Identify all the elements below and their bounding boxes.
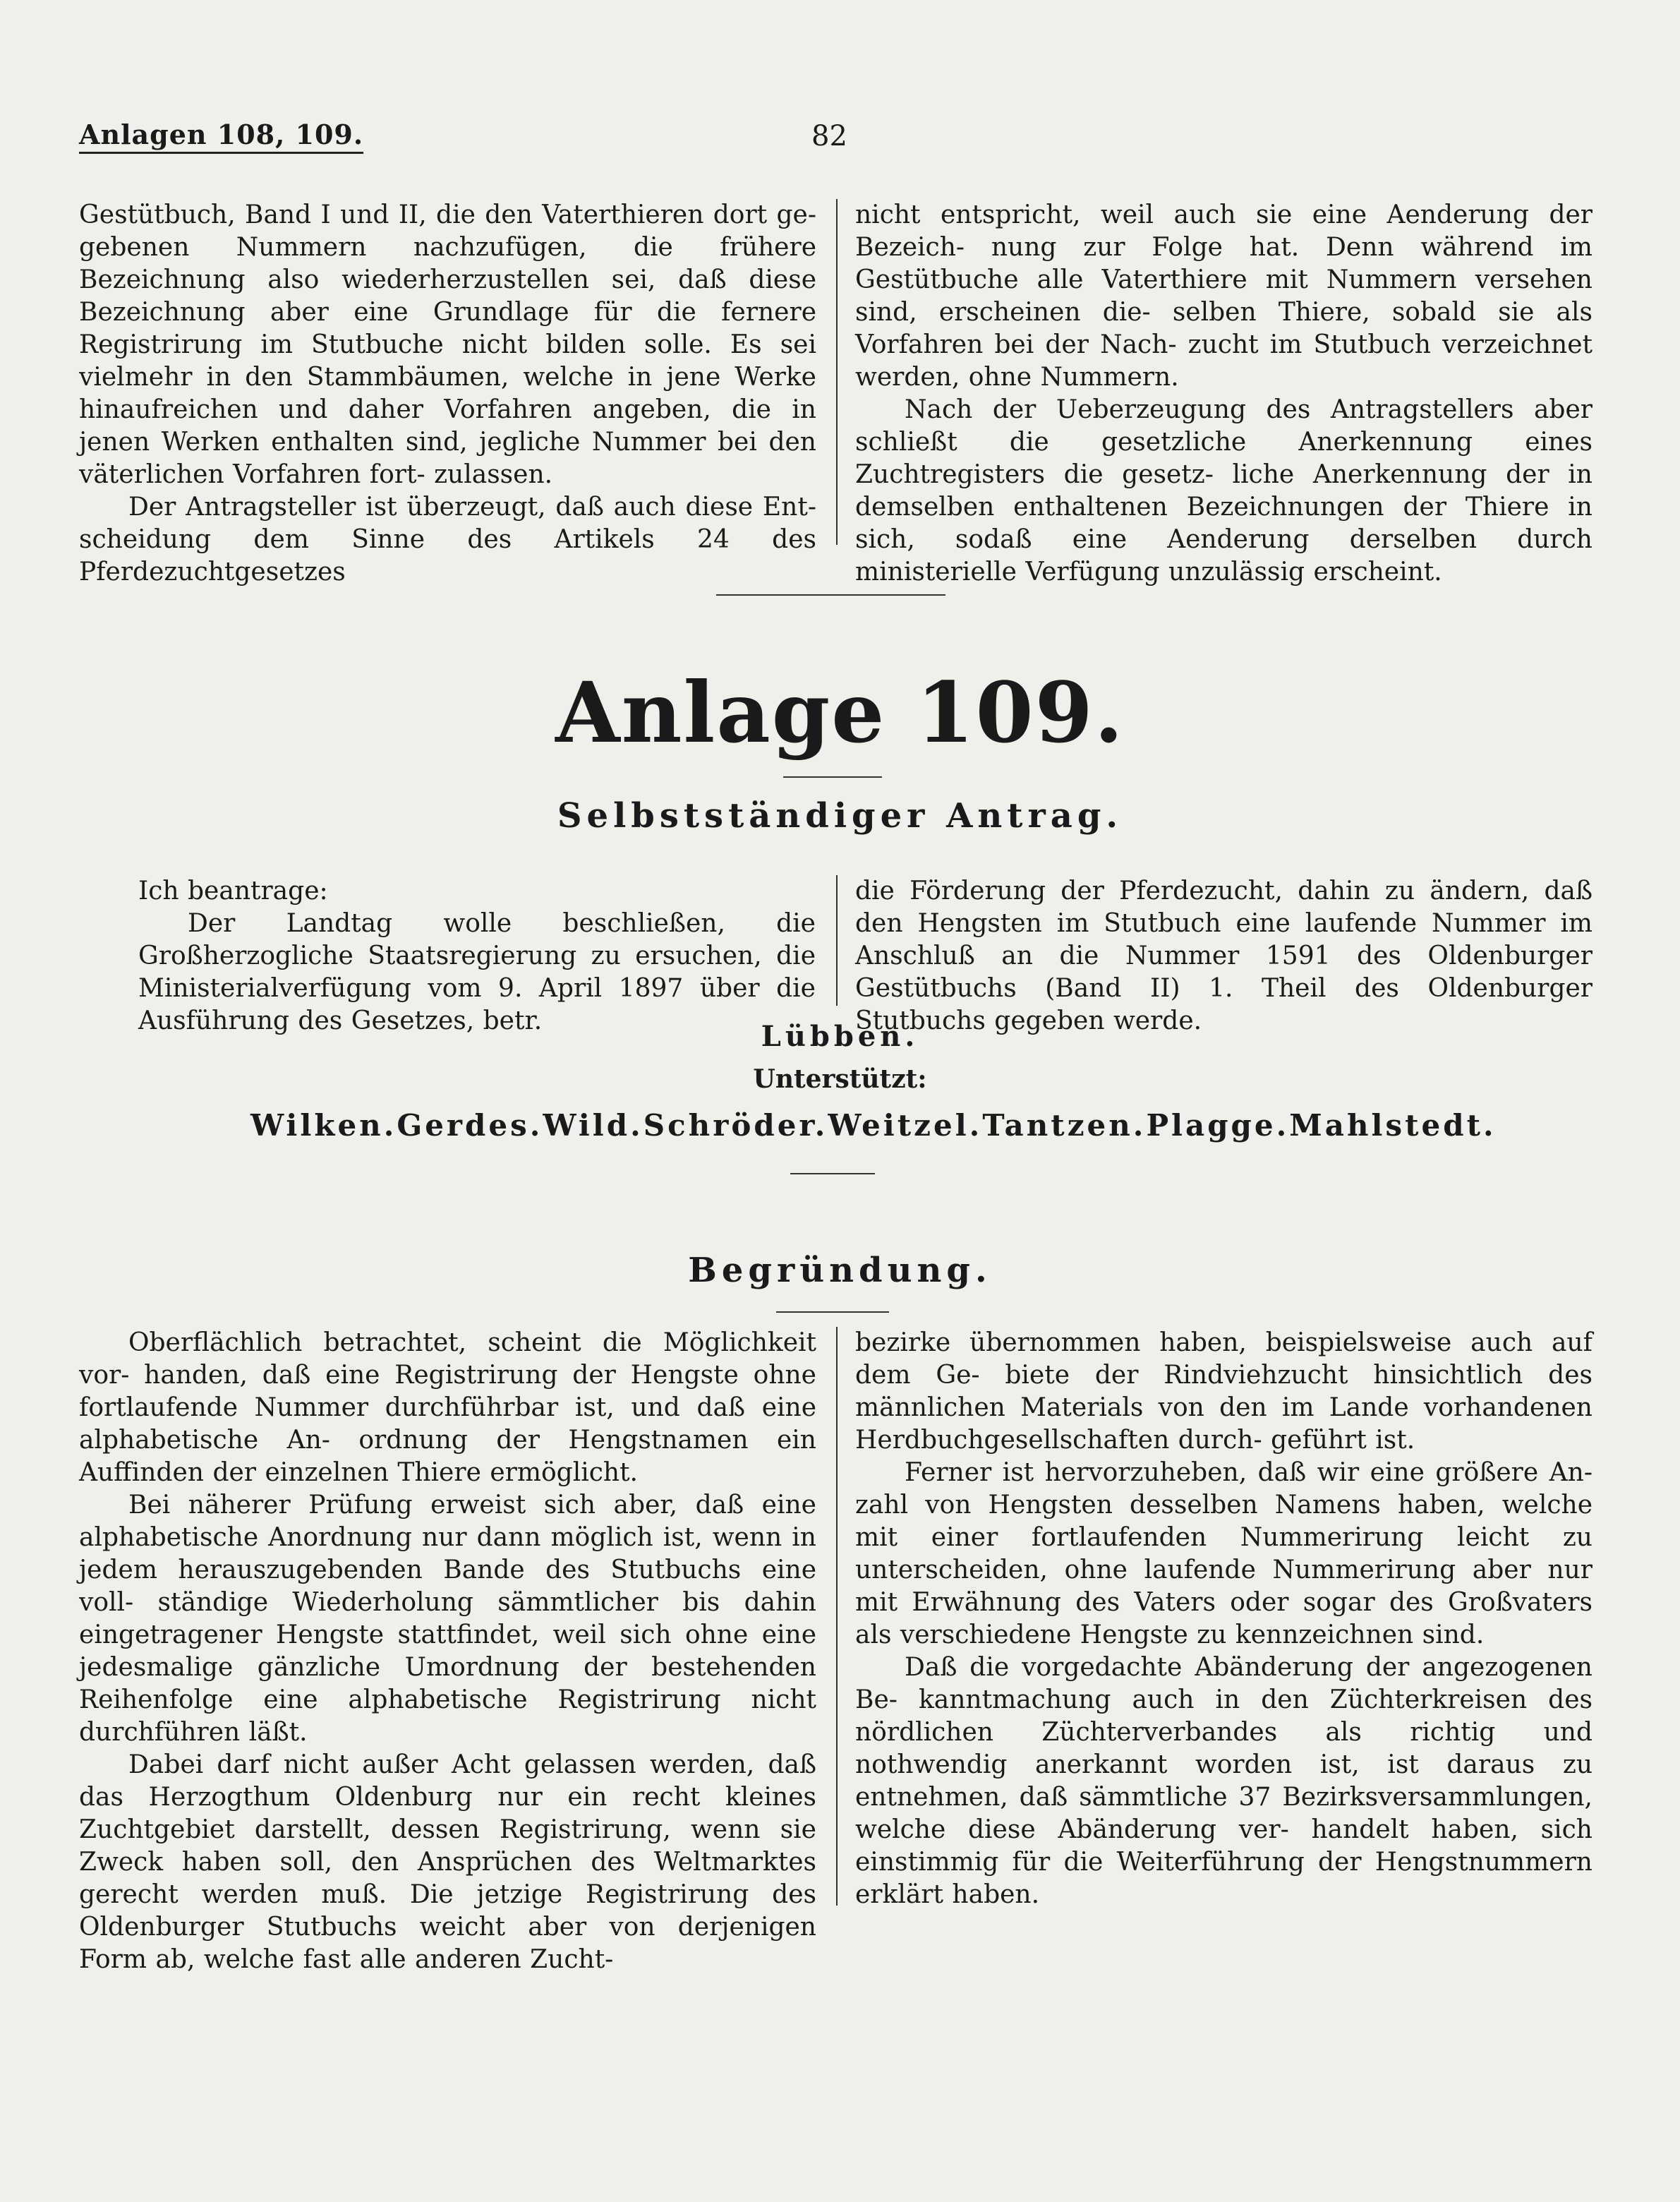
paragraph: bezirke übernommen haben, beispielsweise auch auf dem Ge- biete der Rindviehzucht hinsichtlich des männlichen Materials von den im Lande vorhandenen Herdbuchgesellschaften durch- geführt ist.	[855, 1328, 1593, 1455]
supporter-name: Weitzel.	[828, 1108, 983, 1143]
header-label: Anlagen 108, 109.	[79, 119, 363, 154]
supporter-name: Wild.	[543, 1108, 643, 1143]
supporter-name: Wilken.	[250, 1108, 397, 1143]
column-divider	[836, 1327, 838, 1906]
section-separator	[790, 1173, 875, 1174]
supporter-name: Gerdes.	[397, 1108, 543, 1143]
paragraph: Gestütbuch, Band I und II, die den Vaterthieren dort ge- gebenen Nummern nachzufügen, die frühere Bezeichnung also wiederherzustellen sei, daß diese Bezeichnung aber eine Grundlage für die fernere Registrirung im Stutbuche nicht bilden solle. Es sei vielmehr in den Stammbäumen, welche in jene Werke hinaufreichen und daher Vorfahren angeben, die in jenen Werken enthalten sind, jegliche Nummer bei den väterlichen Vorfahren fort- zulassen.	[79, 200, 816, 489]
supporter-name: Schröder.	[643, 1108, 828, 1143]
antrag-left-column	[138, 875, 816, 1037]
column-divider	[836, 199, 838, 545]
begruendung-right-column	[855, 1327, 1593, 1911]
paragraph: Dabei darf nicht außer Acht gelassen werden, daß das Herzogthum Oldenburg nur ein recht kleines Zuchtgebiet darstellt, dessen Registrirung, wenn sie Zweck haben soll, den Ansprüchen des Weltmarktes gerecht werden muß. Die jetzige Registrirung des Oldenburger Stutbuchs weicht aber von derjenigen Form ab, welche fast alle anderen Zucht-	[79, 1750, 816, 1974]
supported-label: Unterstützt:	[753, 1064, 927, 1094]
section-separator	[716, 594, 945, 596]
supporter-name: Mahlstedt.	[1289, 1108, 1497, 1143]
paragraph: Der Landtag wolle beschließen, die Großherzogliche Staatsregierung zu ersuchen, die Ministerialverfügung vom 9. April 1897 über die Ausführung des Gesetzes, betr.	[138, 909, 816, 1035]
begruendung-heading: Begründung.	[688, 1251, 992, 1290]
antrag-right-column	[855, 875, 1593, 1037]
paragraph: Ferner ist hervorzuheben, daß wir eine größere An- zahl von Hengsten desselben Namens haben, welche mit einer fortlaufenden Nummerirung leicht zu unterscheiden, ohne laufende Nummerirung aber nur mit Erwähnung des Vaters oder sogar des Großvaters als verschiedene Hengste zu kennzeichnen sind.	[855, 1458, 1593, 1649]
paragraph: Bei näherer Prüfung erweist sich aber, daß eine alphabetische Anordnung nur dann möglich ist, wenn in jedem herauszugebenden Bande des Stutbuchs eine voll- ständige Wiederholung sämmtlicher bis dahin eingetragener Hengste stattfindet, weil sich ohne eine jedesmalige gänzliche Umordnung der bestehenden Reihenfolge eine alphabetische Registrirung nicht durchführen läßt.	[79, 1491, 816, 1747]
proposer-name: Lübben.	[761, 1020, 919, 1053]
document-title: Anlage 109.	[555, 663, 1125, 762]
top-right-column	[855, 199, 1593, 589]
title-rule	[783, 776, 882, 778]
paragraph: Oberflächlich betrachtet, scheint die Möglichkeit vor- handen, daß eine Registrirung der Hengste ohne fortlaufende Nummer durchführbar ist, und daß eine alphabetische An- ordnung der Hengstnamen ein Auffinden der einzelnen Thiere ermöglicht.	[79, 1328, 816, 1487]
top-left-column	[79, 199, 816, 589]
paragraph: Der Antragsteller ist überzeugt, daß auch diese Ent- scheidung dem Sinne des Artikels 24 des Pferdezuchtgesetzes	[79, 493, 816, 586]
supporter-name: Plagge.	[1146, 1108, 1290, 1143]
heading-rule	[776, 1311, 889, 1313]
paragraph: Daß die vorgedachte Abänderung der angezogenen Be- kanntmachung auch in den Züchterkreisen des nördlichen Züchterverbandes als richtig und nothwendig anerkannt worden ist, ist daraus zu entnehmen, daß sämmtliche 37 Bezirksversammlungen, welche diese Abänderung ver- handelt haben, sich einstimmig für die Weiterführung der Hengstnummern erklärt haben.	[855, 1653, 1593, 1909]
paragraph: Ich beantrage:	[138, 877, 328, 906]
paragraph: Nach der Ueberzeugung des Antragstellers aber schließt die gesetzliche Anerkennung eines Zuchtregisters die gesetz- liche Anerkennung der in demselben enthaltenen Bezeichnungen der Thiere in sich, sodaß eine Aenderung derselben durch ministerielle Verfügung unzulässig erscheint.	[855, 395, 1593, 586]
column-divider	[836, 875, 838, 1006]
paragraph: die Förderung der Pferdezucht, dahin zu ändern, daß den Hengsten im Stutbuch eine laufende Nummer im Anschluß an die Nummer 1591 des Oldenburger Gestütbuchs (Band II) 1. Theil des Oldenburger Stutbuchs gegeben werde.	[855, 877, 1593, 1035]
supporter-name: Tantzen.	[982, 1108, 1147, 1143]
paragraph: nicht entspricht, weil auch sie eine Aenderung der Bezeich- nung zur Folge hat. Denn während im Gestütbuche alle Vaterthiere mit Nummern versehen sind, erscheinen die- selben Thiere, sobald sie als Vorfahren bei der Nach- zucht im Stutbuch verzeichnet werden, ohne Nummern.	[855, 200, 1593, 392]
begruendung-left-column	[79, 1327, 816, 1976]
page-number: 82	[811, 120, 847, 152]
supporters-list	[250, 1108, 1497, 1143]
antrag-heading: Selbstständiger Antrag.	[557, 796, 1123, 836]
